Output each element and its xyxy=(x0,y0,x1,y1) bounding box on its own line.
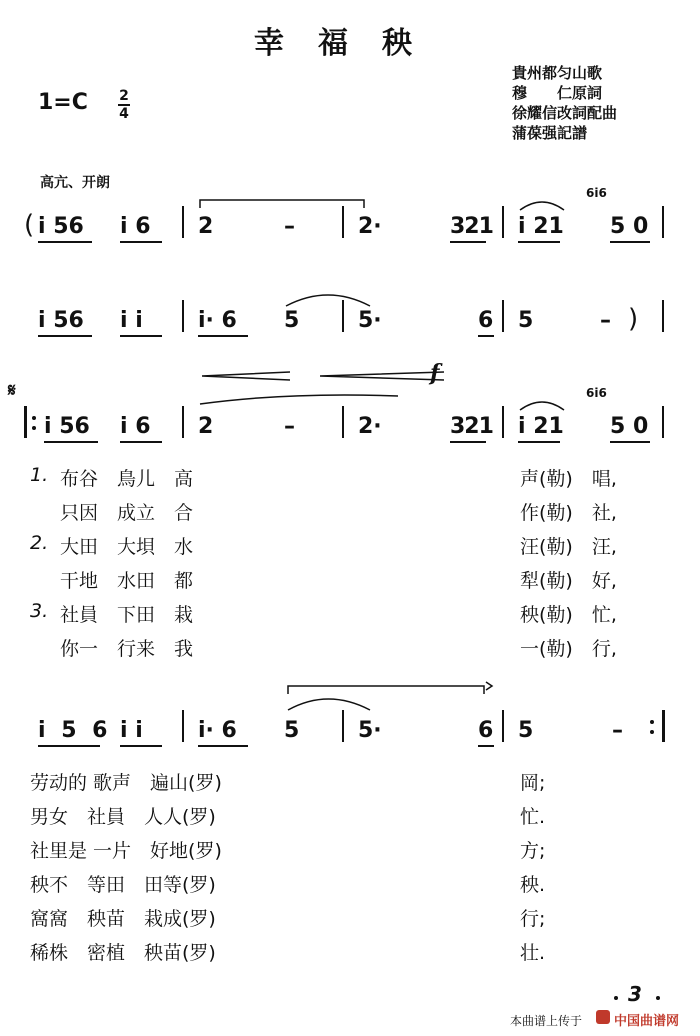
lyric-line: 大田 大垻 水 xyxy=(60,536,194,558)
note: 5 xyxy=(284,718,300,743)
beam xyxy=(120,335,162,337)
note: – xyxy=(600,308,611,333)
lyric-end: 犁(勒) 好, xyxy=(520,570,617,592)
slur-arc xyxy=(518,394,568,414)
beam xyxy=(518,241,560,243)
verse-number: 3. xyxy=(30,600,49,622)
slur-arc xyxy=(518,194,568,214)
note: ( xyxy=(24,210,35,240)
tie-arc xyxy=(198,392,448,412)
lyric-end: 声(勒) 唱, xyxy=(520,468,617,490)
note: i· 6 xyxy=(198,308,237,333)
note: 5 xyxy=(518,308,534,333)
note: 2 xyxy=(198,414,214,439)
score-row-2 xyxy=(30,290,670,342)
time-signature xyxy=(118,88,130,122)
lyric-line: 布谷 鳥儿 高 xyxy=(60,468,194,490)
verse-number: 1. xyxy=(30,464,49,486)
note: 6 xyxy=(478,308,494,333)
barline xyxy=(182,406,184,438)
note: i· 6 xyxy=(198,718,237,743)
credit-line: 徐耀信改詞配曲 xyxy=(512,104,618,122)
time-bottom: 4 xyxy=(119,106,129,122)
note: 5· xyxy=(358,718,382,743)
note: 5· xyxy=(358,308,382,333)
lyric-end: 岡; xyxy=(520,772,546,794)
note: i i xyxy=(120,308,143,333)
grace-notes: 6i6 xyxy=(586,186,607,200)
page-dot xyxy=(614,996,618,1000)
lyric-end: 作(勒) 社, xyxy=(520,502,617,524)
slur-arc xyxy=(284,286,374,310)
barline xyxy=(662,206,664,238)
note: i 56 xyxy=(38,308,84,333)
barline xyxy=(502,206,504,238)
grace-notes: 6i6 xyxy=(586,386,607,400)
lyric-end: 方; xyxy=(520,840,546,862)
page-dot xyxy=(656,996,660,1000)
beam xyxy=(518,441,560,443)
lyric-line: 窩窩 秧苗 栽成(罗) xyxy=(30,908,216,930)
site-logo-icon xyxy=(596,1010,610,1024)
key-signature: 1=C xyxy=(38,90,88,115)
repeat-dot xyxy=(32,416,36,420)
barline xyxy=(182,206,184,238)
lyric-end: 汪(勒) 汪, xyxy=(520,536,617,558)
barline xyxy=(502,710,504,742)
tie-arc xyxy=(198,196,368,216)
score-row-3 xyxy=(8,360,670,448)
barline xyxy=(502,300,504,332)
beam xyxy=(44,441,98,443)
note: i 21 xyxy=(518,414,564,439)
note: 321 xyxy=(450,214,493,239)
note: i 6 xyxy=(120,414,151,439)
lyric-line: 干地 水田 都 xyxy=(60,570,194,592)
score-row-4 xyxy=(30,700,670,752)
beam xyxy=(198,335,248,337)
lyric-line: 只因 成立 合 xyxy=(60,502,194,524)
note: ) xyxy=(628,304,639,334)
credit-line: 蒲葆强記譜 xyxy=(512,124,588,142)
beam xyxy=(120,441,162,443)
note: 6 xyxy=(478,718,494,743)
tempo-marking: 高亢、开朗 xyxy=(40,175,110,191)
lyric-end: 行; xyxy=(520,908,546,930)
note: 2· xyxy=(358,214,382,239)
note: i 6 xyxy=(120,214,151,239)
note: 5 0 xyxy=(610,414,649,439)
note: i 56 xyxy=(38,214,84,239)
note: 5 xyxy=(518,718,534,743)
lyric-end: 忙. xyxy=(520,806,546,828)
note: i 56 xyxy=(44,414,90,439)
beam xyxy=(38,241,92,243)
beam xyxy=(120,241,162,243)
note: – xyxy=(284,414,295,439)
beam xyxy=(478,335,494,337)
note: 2· xyxy=(358,414,382,439)
lyric-end: 壮. xyxy=(520,942,546,964)
repeat-dot xyxy=(650,720,654,724)
site-name[interactable]: 中国曲谱网 xyxy=(614,1014,680,1029)
note: 5 xyxy=(284,308,300,333)
barline xyxy=(342,710,344,742)
barline xyxy=(182,710,184,742)
beam xyxy=(120,745,162,747)
repeat-dot xyxy=(32,426,36,430)
lyric-end: 秧(勒) 忙, xyxy=(520,604,617,626)
note: i i xyxy=(120,718,143,743)
note: 5 0 xyxy=(610,214,649,239)
note: 2 xyxy=(198,214,214,239)
barline xyxy=(662,406,664,438)
dynamic-marking: f xyxy=(430,360,440,386)
phrase-bracket xyxy=(284,680,494,714)
credit-line: 貴州都匀山歌 xyxy=(512,64,603,82)
beam xyxy=(478,745,494,747)
credit-line: 穆 仁原詞 xyxy=(512,84,603,102)
footer-text: 本曲谱上传于 xyxy=(510,1014,583,1028)
beam xyxy=(450,441,486,443)
lyric-line: 秧不 等田 田等(罗) xyxy=(30,874,216,896)
barline xyxy=(662,300,664,332)
lyric-line: 社員 下田 栽 xyxy=(60,604,194,626)
beam xyxy=(450,241,486,243)
note: – xyxy=(612,718,623,743)
time-top: 2 xyxy=(119,88,129,104)
repeat-dot xyxy=(650,730,654,734)
lyric-line: 社里是 一片 好地(罗) xyxy=(30,840,222,862)
barline xyxy=(182,300,184,332)
lyric-end: 一(勒) 行, xyxy=(520,638,617,660)
page-number: 3 xyxy=(628,982,642,1006)
song-title: 幸福秧 xyxy=(254,26,446,61)
note: i 5 6 xyxy=(38,718,112,743)
lyric-line: 你一 行来 我 xyxy=(60,638,194,660)
beam xyxy=(610,441,650,443)
lyric-end: 秧. xyxy=(520,874,546,896)
note: 321 xyxy=(450,414,493,439)
lyric-line: 男女 社員 人人(罗) xyxy=(30,806,216,828)
segno-icon: 𝄋 xyxy=(8,380,16,401)
repeat-barline xyxy=(24,406,27,438)
beam xyxy=(610,241,650,243)
lyric-line: 稀株 密植 秧苗(罗) xyxy=(30,942,216,964)
beam xyxy=(38,745,100,747)
repeat-barline xyxy=(662,710,665,742)
barline xyxy=(502,406,504,438)
beam xyxy=(38,335,92,337)
beam xyxy=(198,745,248,747)
lyric-line: 劳动的 歌声 遍山(罗) xyxy=(30,772,222,794)
note: i 21 xyxy=(518,214,564,239)
verse-number: 2. xyxy=(30,532,49,554)
score-row-1 xyxy=(24,186,670,248)
note: – xyxy=(284,214,295,239)
